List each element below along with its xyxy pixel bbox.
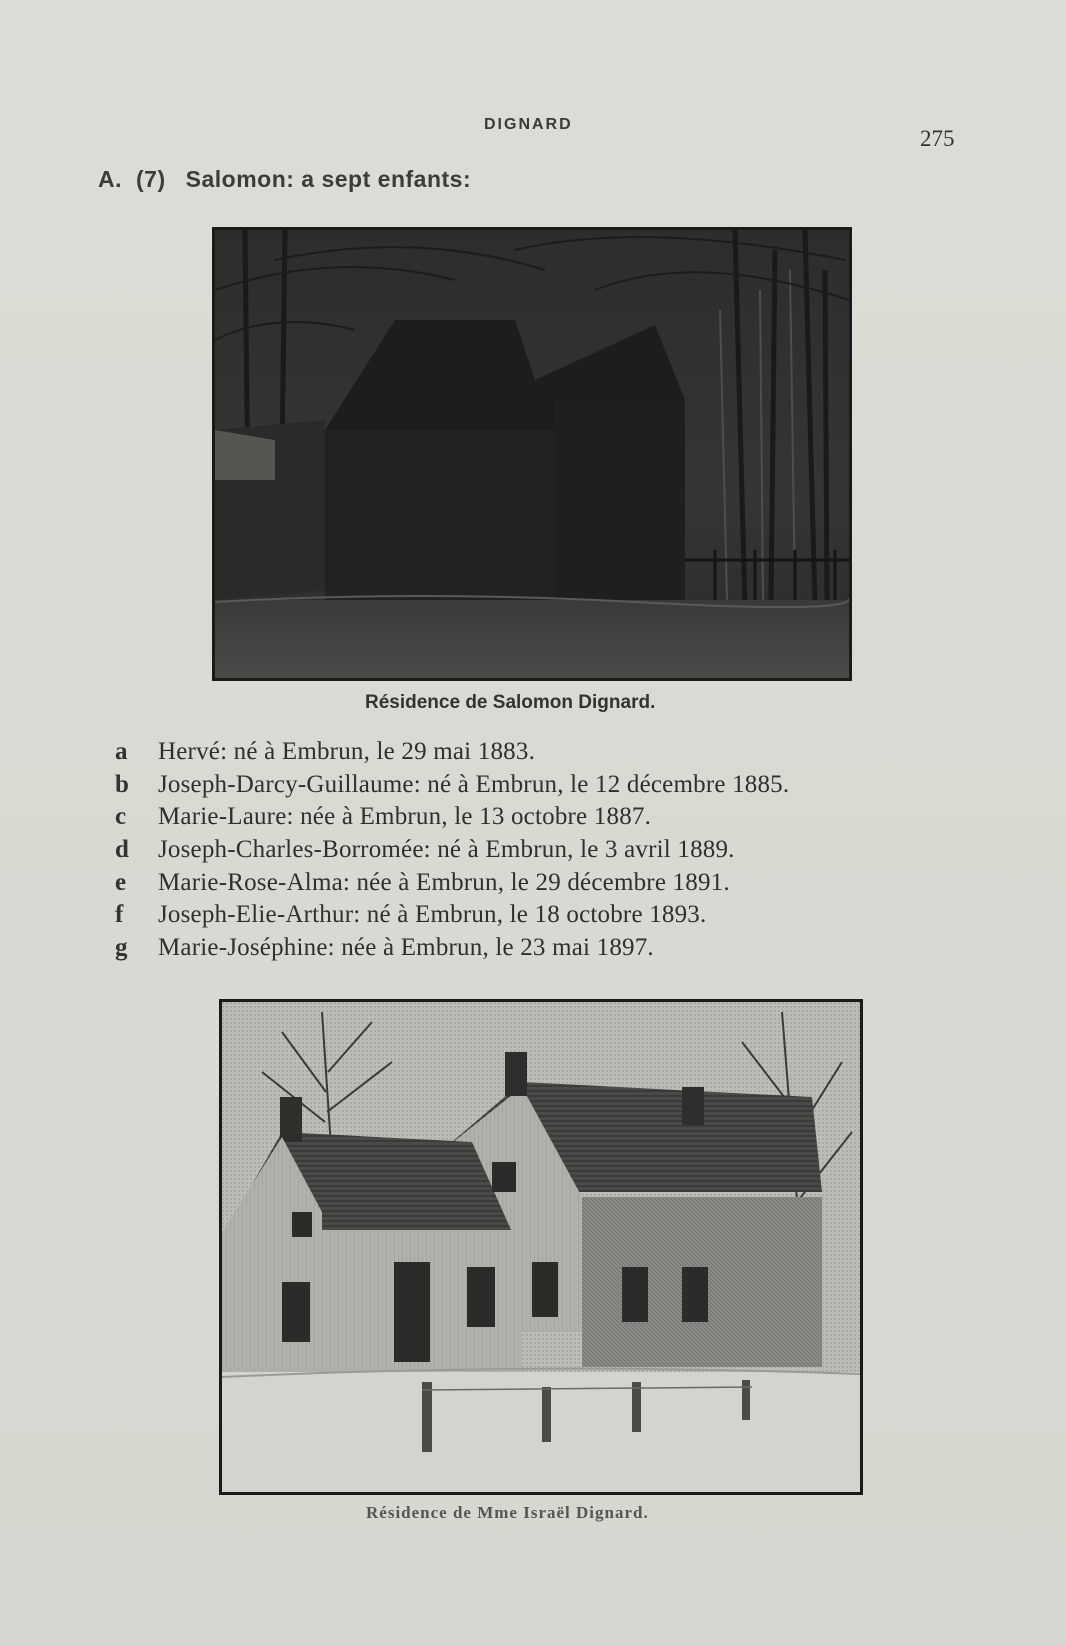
item-text: Marie-Laure: née à Embrun, le 13 octobre 1887. <box>158 803 652 831</box>
item-letter: b <box>115 770 129 798</box>
house-illustration-image <box>222 1002 860 1492</box>
list-item <box>115 836 995 869</box>
item-text: Marie-Rose-Alma: née à Embrun, le 29 décembre 1891. <box>158 868 730 896</box>
item-letter: f <box>115 901 124 929</box>
list-item <box>115 803 995 836</box>
item-letter: e <box>115 868 127 896</box>
photo-salomon-residence <box>212 227 852 681</box>
list-item <box>115 771 995 804</box>
page-number: 275 <box>920 126 955 151</box>
item-text: Joseph-Charles-Borromée: né à Embrun, le 3 avril 1889. <box>158 836 735 864</box>
photo-caption-1: Résidence de Salomon Dignard. <box>365 692 656 713</box>
item-letter: d <box>115 836 129 864</box>
section-text: Salomon: a sept enfants: <box>185 166 472 192</box>
list-item <box>115 901 995 934</box>
children-list <box>115 738 995 967</box>
photo-caption-2: Résidence de Mme Israël Dignard. <box>366 1503 649 1522</box>
item-letter: g <box>115 934 128 962</box>
item-text: Hervé: né à Embrun, le 29 mai 1883. <box>158 738 536 765</box>
house-photo-dark-image <box>215 230 849 678</box>
item-text: Joseph-Darcy-Guillaume: né à Embrun, le 12 décembre 1885. <box>158 770 790 798</box>
item-letter: a <box>115 738 128 765</box>
section-label: A. <box>98 166 122 192</box>
item-text: Joseph-Elie-Arthur: né à Embrun, le 18 octobre 1893. <box>158 901 707 929</box>
item-letter: c <box>115 803 127 831</box>
item-text: Marie-Joséphine: née à Embrun, le 23 mai 1897. <box>158 934 654 962</box>
list-item <box>115 738 995 771</box>
section-number: (7) <box>136 166 166 192</box>
running-head: DIGNARD <box>484 116 573 133</box>
section-heading <box>98 166 471 193</box>
list-item <box>115 934 995 967</box>
photo-israel-residence <box>219 999 863 1495</box>
list-item <box>115 869 995 902</box>
